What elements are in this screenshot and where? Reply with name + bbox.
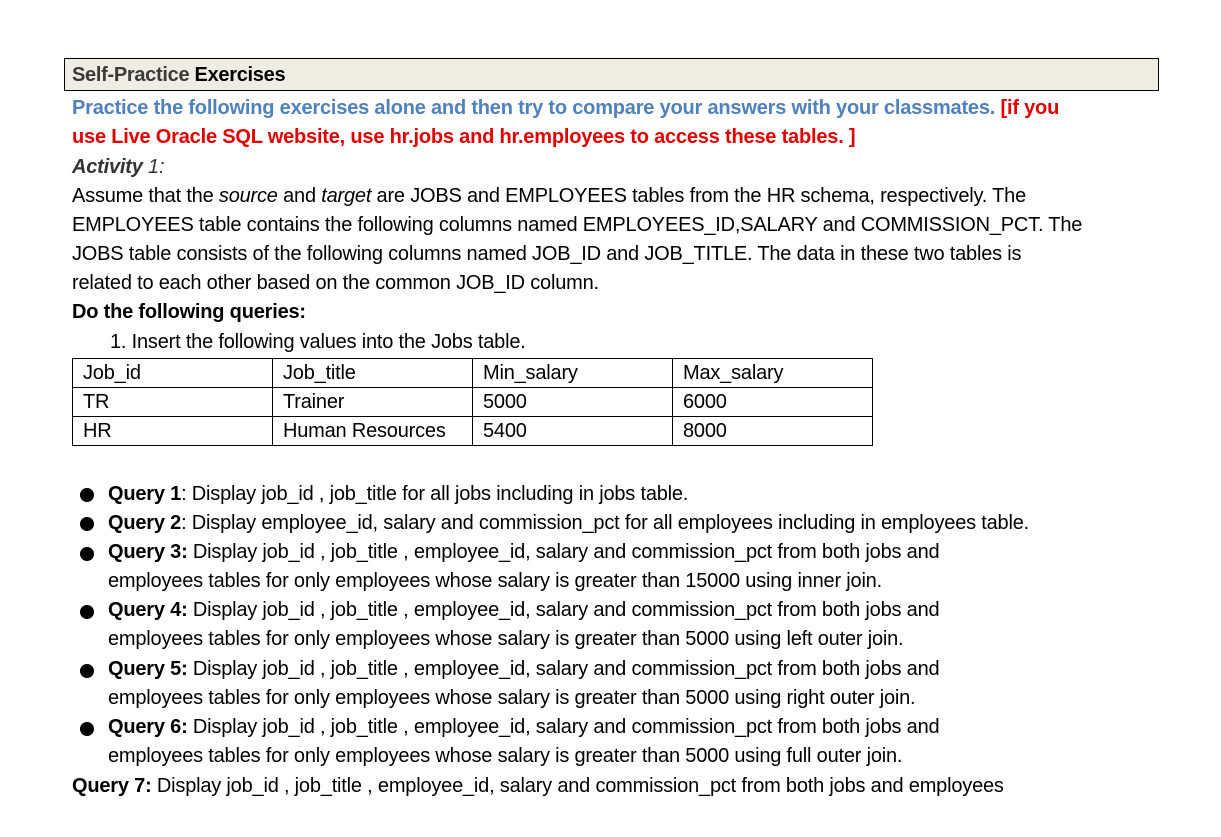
table-cell: Human Resources — [273, 417, 473, 446]
table-header-cell: Job_title — [273, 359, 473, 388]
table-cell: 6000 — [673, 388, 873, 417]
query-6-line-2: employees tables for only employees whose salary is greater than 5000 using full outer join. — [108, 745, 903, 767]
intro-line-2: use Live Oracle SQL website, use hr.jobs and hr.employees to access these tables. ] — [72, 126, 856, 148]
table-header-cell: Max_salary — [673, 359, 873, 388]
bullet-icon — [80, 547, 94, 561]
queries-heading: Do the following queries: — [72, 301, 306, 323]
query-5-line-2: employees tables for only employees whose salary is greater than 5000 using right outer join. — [108, 687, 916, 709]
query-4-line-2: employees tables for only employees whose salary is greater than 5000 using left outer join. — [108, 628, 904, 650]
table-row — [73, 417, 873, 446]
query-6-line-1: Query 6: Display job_id , job_title , employee_id, salary and commission_pct from both jobs and — [108, 716, 940, 738]
table-cell: 5000 — [473, 388, 673, 417]
activity-paragraph-line-3: JOBS table consists of the following columns named JOB_ID and JOB_TITLE. The data in these two tables is — [72, 243, 1022, 265]
bullet-icon — [80, 488, 94, 502]
table-cell: 8000 — [673, 417, 873, 446]
table-row — [73, 388, 873, 417]
intro-line-1: Practice the following exercises alone and then try to compare your answers with your classmates. [if you — [72, 97, 1060, 119]
activity-paragraph-line-2: EMPLOYEES table contains the following columns named EMPLOYEES_ID,SALARY and COMMISSION_PCT. The — [72, 214, 1083, 236]
query-4-line-1: Query 4: Display job_id , job_title , employee_id, salary and commission_pct from both jobs and — [108, 599, 940, 621]
section-title: Self-Practice Exercises — [72, 64, 286, 86]
query-7-line-1: Query 7: Display job_id , job_title , employee_id, salary and commission_pct from both jobs and employees — [72, 775, 1004, 797]
query-5-line-1: Query 5: Display job_id , job_title , employee_id, salary and commission_pct from both jobs and — [108, 658, 940, 680]
table-header-cell: Job_id — [73, 359, 273, 388]
jobs-values-table — [72, 358, 873, 446]
bullet-icon — [80, 517, 94, 531]
bullet-icon — [80, 664, 94, 678]
query-3-line-1: Query 3: Display job_id , job_title , employee_id, salary and commission_pct from both jobs and — [108, 541, 940, 563]
table-header-cell: Min_salary — [473, 359, 673, 388]
query-1-line-1: Query 1: Display job_id , job_title for all jobs including in jobs table. — [108, 483, 689, 505]
bullet-icon — [80, 722, 94, 736]
query-2-line-1: Query 2: Display employee_id, salary and commission_pct for all employees including in employees table. — [108, 512, 1029, 534]
table-cell: TR — [73, 388, 273, 417]
table-header-row — [73, 359, 873, 388]
step-1-instruction: 1. Insert the following values into the Jobs table. — [110, 331, 526, 353]
query-3-line-2: employees tables for only employees whose salary is greater than 15000 using inner join. — [108, 570, 882, 592]
table-cell: HR — [73, 417, 273, 446]
activity-paragraph-line-4: related to each other based on the common JOB_ID column. — [72, 272, 599, 294]
activity-paragraph-line-1: Assume that the source and target are JOBS and EMPLOYEES tables from the HR schema, respectively. The — [72, 185, 1027, 207]
table-cell: Trainer — [273, 388, 473, 417]
bullet-icon — [80, 605, 94, 619]
table-cell: 5400 — [473, 417, 673, 446]
activity-heading: Activity 1: — [72, 156, 165, 178]
